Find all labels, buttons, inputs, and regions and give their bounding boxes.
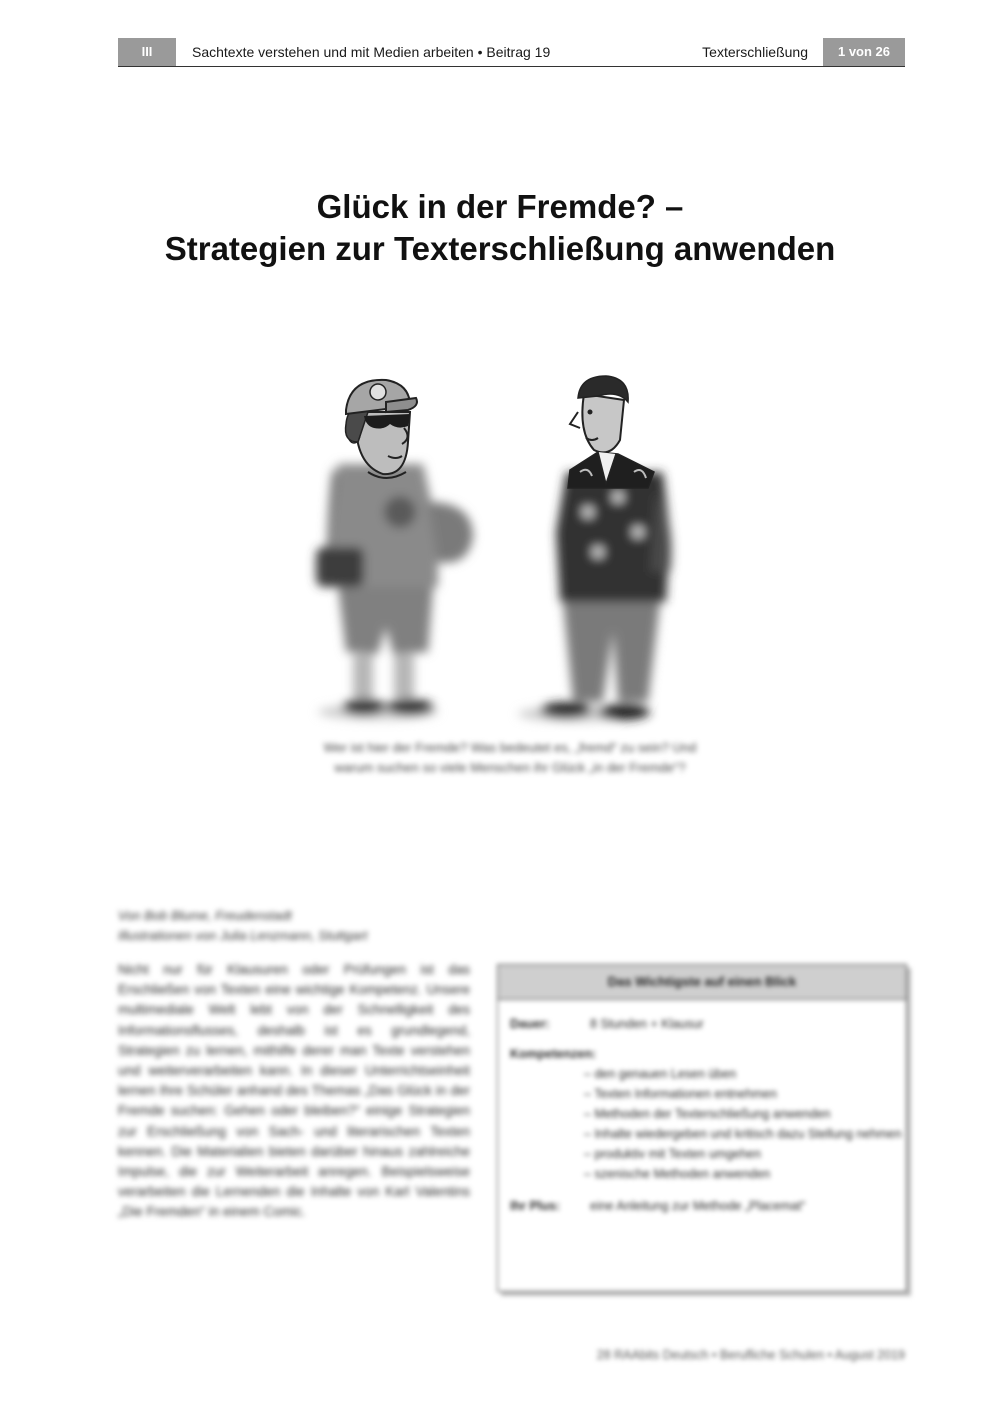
title-line-1: Glück in der Fremde? –	[316, 188, 684, 225]
competences-row	[510, 1044, 894, 1064]
page-footer: 28 RAAbits Deutsch • Berufliche Schulen • August 2019	[596, 1348, 905, 1362]
list-item: – Inhalte wiedergeben und kritisch dazu Stellung nehmen	[584, 1124, 906, 1144]
illustrator-line: Illustrationen von Julia Lenzmann, Stuttgart	[118, 928, 368, 943]
illustration-caption: Wer ist hier der Fremde? Was bedeutet es, „fremd“ zu sein? Und warum suchen so viele Menschen ihr Glück „in der Fremde“?	[323, 740, 697, 775]
list-item: – szenische Methoden anwenden	[584, 1164, 906, 1184]
duration-row	[510, 1014, 894, 1034]
title-line-2: Strategien zur Texterschließung anwenden	[164, 230, 836, 267]
list-item: – produktiv mit Texten umgehen	[584, 1144, 906, 1164]
overview-box	[497, 964, 907, 1292]
author-credit	[118, 906, 468, 946]
topic-label: Texterschließung	[702, 44, 808, 60]
tourist-figure	[316, 380, 473, 720]
competences-list	[584, 1064, 906, 1184]
page-header	[118, 38, 905, 67]
page-number: 1 von 26	[823, 38, 905, 66]
plus-value: eine Anleitung zur Methode „Placemat“	[590, 1199, 806, 1213]
list-item: – Texten Informationen entnehmen	[584, 1084, 906, 1104]
plus-label: Ihr Plus:	[510, 1199, 561, 1213]
duration-value: 8 Stunden + Klausur	[590, 1017, 704, 1031]
list-item: – Methoden der Texterschließung anwenden	[584, 1104, 906, 1124]
page-title	[0, 186, 1000, 270]
series-title: Sachtexte verstehen und mit Medien arbeiten • Beitrag 19	[192, 44, 551, 60]
plus-row	[510, 1196, 894, 1216]
cartoon-illustration	[298, 372, 698, 732]
man-figure	[518, 376, 671, 722]
author-line: Von Bob Blume, Freudenstadt	[118, 908, 292, 923]
overview-box-heading: Das Wichtigste auf einen Blick	[498, 965, 906, 1000]
section-number: III	[118, 38, 176, 66]
competences-label: Kompetenzen:	[510, 1047, 597, 1061]
list-item: – den genauen Lesen üben	[584, 1064, 906, 1084]
intro-text: Nicht nur für Klausuren oder Prüfungen ist das Erschließen von Texten eine wichtige Kompetenz. Unsere multimediale Welt lebt von der Schnelligkeit des Informationsflusses, deshalb ist es grundlegend, Strategien zu lernen, mithilfe derer man Texte verstehen und weiterverarbeiten kann. In dieser Unterrichtseinheit lernen Ihre Schüler anhand des Themas „Das Glück in der Fremde suchen: Gehen oder bleiben?“ einige Strategien zur Erschließung von Sach- und literarischen Texten kennen. Die Materialien bieten darüber hinaus zahlreiche Impulse, die zur Weiterarbeit anregen. Beispielsweise verarbeiten die Lernenden die Inhalte von Karl Valentins „Die Fremden“ in einem Comic.	[118, 962, 470, 1220]
duration-label: Dauer:	[510, 1017, 550, 1031]
